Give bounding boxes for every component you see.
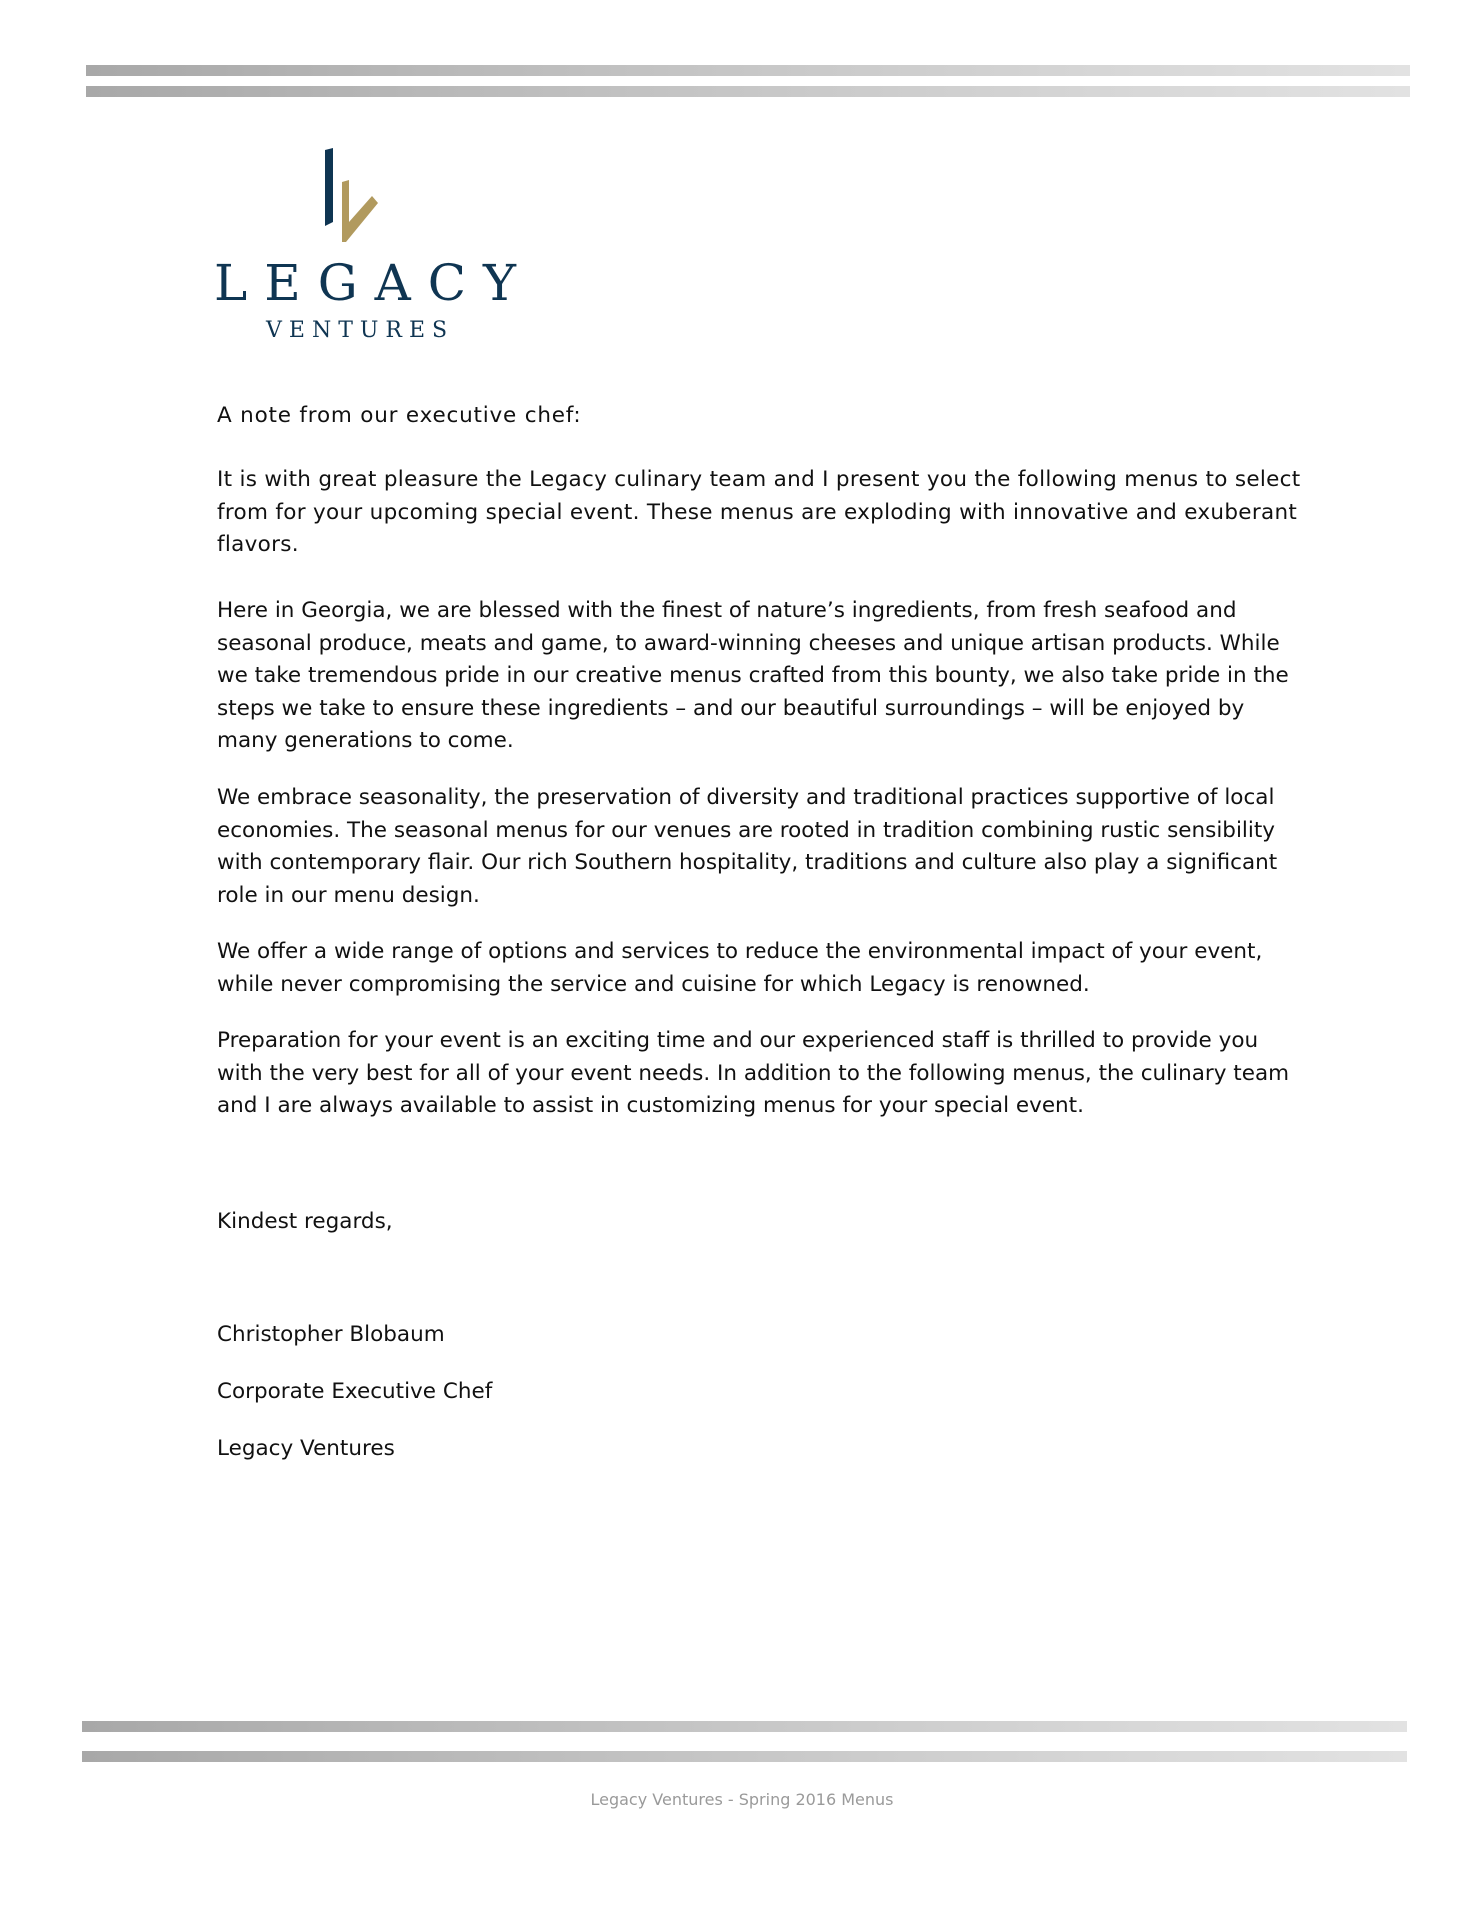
letter-paragraph-georgia: Here in Georgia, we are blessed with the finest of nature’s ingredients, from fresh seafood and seasonal produce, meats and game, to award-winning cheeses and unique artisan products. While we take tremendous pride in our creative menus crafted from this bounty, we also take pride in the steps we take to ensure these ingredients – and our beautiful surroundings – will be enjoyed by many generations to come. — [217, 598, 1289, 753]
legacy-ventures-logo — [214, 148, 534, 348]
letter-paragraph-environment: We offer a wide range of options and services to reduce the environmental impact of your event, while never compromising the service and cuisine for which Legacy is renowned. — [217, 939, 1263, 997]
logo-subtitle: VENTURES — [266, 318, 455, 343]
header-rule-bottom — [86, 86, 1410, 97]
legacy-monogram-mark — [324, 148, 404, 248]
signature-title: Corporate Executive Chef — [217, 1379, 493, 1404]
legacy-monogram-icon — [214, 148, 294, 248]
letter-paragraph-intro: It is with great pleasure the Legacy culinary team and I present you the following menus to select from for your upcoming special event. These menus are exploding with innovative and exuberant flavors. — [217, 467, 1301, 557]
page-footer: Legacy Ventures - Spring 2016 Menus — [590, 1790, 894, 1809]
footer-rule-bottom — [82, 1751, 1407, 1762]
letter-closing: Kindest regards, — [217, 1209, 393, 1234]
signature-name: Christopher Blobaum — [217, 1322, 445, 1347]
letter-paragraph-seasonality: We embrace seasonality, the preservation of diversity and traditional practices supportive of local economies. The seasonal menus for our venues are rooted in tradition combining rustic sensibility with contemporary flair. Our rich Southern hospitality, traditions and culture also play a significant role in our menu design. — [217, 785, 1278, 908]
header-rule-top — [86, 65, 1410, 76]
logo-wordmark: LEGACY — [214, 254, 534, 312]
letter-heading: A note from our executive chef: — [217, 403, 582, 428]
footer-rule-top — [82, 1721, 1407, 1732]
letter-paragraph-preparation: Preparation for your event is an exciting time and our experienced staff is thrilled to provide you with the very best for all of your event needs. In addition to the following menus, the culinary team and I are always available to assist in customizing menus for your special event. — [217, 1028, 1290, 1118]
signature-company: Legacy Ventures — [217, 1436, 395, 1461]
